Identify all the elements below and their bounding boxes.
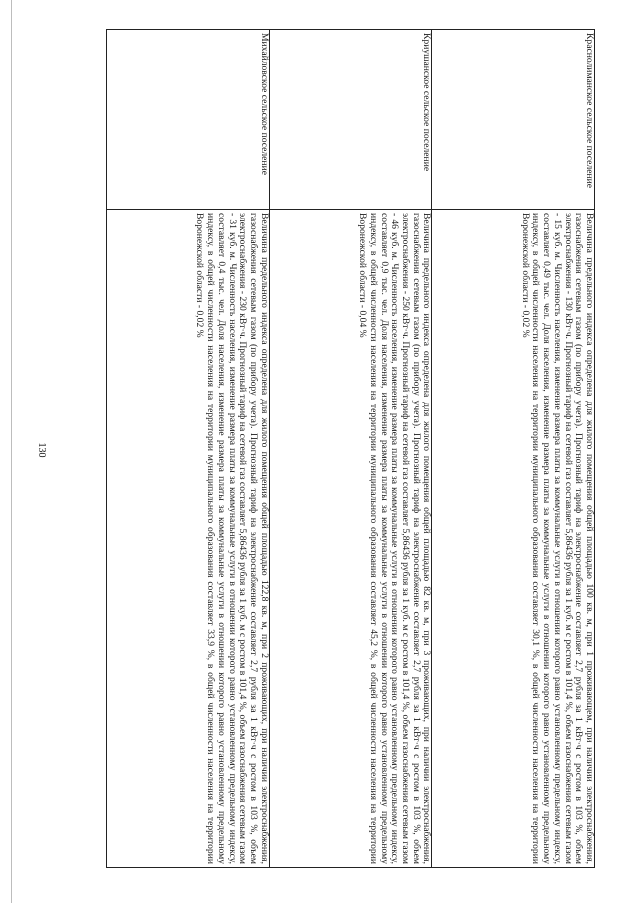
index-description-cell: Величина предельного индекса определена для жилого помещения общей площадью 82 кв. м, при 3 проживающих, при наличии электроснабжения, газоснабжения сетевым газом (по прибору учета). Прогнозный тариф на электроснабжение составляет 2,7 рубля за 1 кВт·ч с ростом в 103 %, объем электроснабжения - 250 кВт·ч. Прогнозный тариф на сетевой газ составляет 5,86436 рубля за 1 куб. м с ростом в 101,4 %, объем газоснабжения сетевым газом - 46 куб. м. Численность населения, изменение размера платы за коммунальные услуги в отношении которого равно установленному предельному индексу, составляет 0,9 тыс. чел. Доля населения, изменение размера платы за коммунальные услуги в отношении которого равно установленному предельному индексу, в общей численности населения на территории муниципального образования составляет 45,2 %, в общей численности населения на территории Воронежской области - 0,04 % bbox=[269, 210, 432, 868]
index-description-cell: Величина предельного индекса определена для жилого помещения общей площадью 100 кв. м, при 1 проживающем, при наличии электроснабжения, газоснабжения сетевым газом (по прибору учета). Прогнозный тариф на электроснабжение составляет 2,7 рубля за 1 кВт·ч с ростом в 103 %, объем электроснабжения - 130 кВт·ч. Прогнозный тариф на сетевой газ составляет 5,86436 рубля за 1 куб. м с ростом в 101,4 %, объем газоснабжения сетевым газом - 15 куб. м. Численность населения, изменение размера платы за коммунальные услуги в отношении которого равно установленному предельному индексу, составляет 0,49 тыс. чел. Доля населения, изменение размера платы за коммунальные услуги в отношении которого равно установленному предельному индексу, в общей численности населения на территории муниципального образования составляет 30,1 %, в общей численности населения на территории Воронежской области - 0,02 % bbox=[432, 210, 595, 868]
settlement-name-cell: Криушанское сельское поселение bbox=[269, 30, 432, 210]
rotated-page-content bbox=[106, 29, 595, 868]
table-row bbox=[269, 30, 432, 868]
settlement-name-cell: Михайловское сельское поселение bbox=[107, 30, 270, 210]
settlement-name-cell: Краснолиманское сельское поселение bbox=[432, 30, 595, 210]
table-row bbox=[107, 30, 270, 868]
index-description-cell: Величина предельного индекса определена для жилого помещения общей площадью 122,8 кв. м, при 2 проживающих, при наличии электроснабжения, газоснабжения сетевым газом (по прибору учета). Прогнозный тариф на электроснабжение составляет 2,7 рубля за 1 кВт·ч с ростом в 103 %, объем электроснабжения - 230 кВт·ч. Прогнозный тариф на сетевой газ составляет 5,86436 рубля за 1 куб. м с ростом в 101,4 %, объем газоснабжения сетевым газом - 31 куб. м. Численность населения, изменение размера платы за коммунальные услуги в отношении которого равно установленному предельному индексу, составляет 0,4 тыс. чел. Доля населения, изменение размера платы за коммунальные услуги в отношении которого равно установленному предельному индексу, в общей численности населения на территории муниципального образования составляет 33,9 %, в общей численности населения на территории Воронежской области - 0,02 % bbox=[107, 210, 270, 868]
page-number: 130 bbox=[36, 442, 47, 458]
settlements-table bbox=[106, 29, 595, 868]
scan-edge-line bbox=[11, 0, 12, 903]
table-row bbox=[432, 30, 595, 868]
